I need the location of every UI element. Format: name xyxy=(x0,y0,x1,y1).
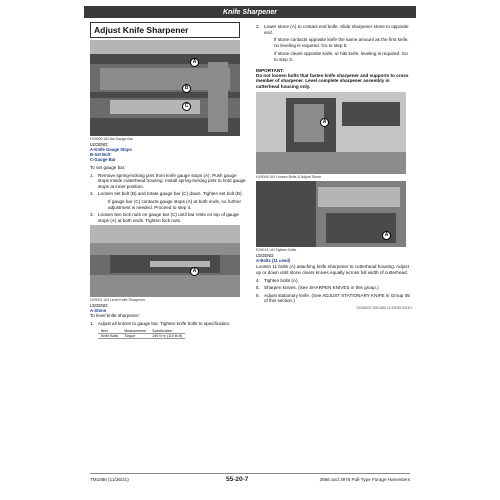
spec-cell: Torque xyxy=(121,333,149,338)
loosen-bolts-photo xyxy=(256,92,406,174)
intro-text: To set gauge bar: xyxy=(90,165,126,170)
spec-cell: 149 N·m (110 lb-ft) xyxy=(149,333,185,338)
callout-b: B xyxy=(182,84,191,93)
spec-header: Specification xyxy=(149,329,185,334)
section-title: Knife Sharpener xyxy=(222,8,278,16)
manual-page xyxy=(84,6,416,494)
callout-a: A xyxy=(190,267,199,276)
legend-title: LEGEND: xyxy=(90,303,109,309)
step3-text: Loosen 11 bolts (A) attaching knife sharpener to cutterhead housing. Adjust up or down until stone clears knives equally across full width of cutterhead. xyxy=(256,264,409,275)
callout-a: A xyxy=(320,118,329,127)
step: 6. Adjust stationary knife. (See ADJUST STATIONARY KNIFE in Group 05 of this section.) xyxy=(256,292,410,304)
important-heading: IMPORTANT: xyxy=(256,67,284,73)
note-text: If stone clears opposite knife, or hits knife, leveling is required. Go to step 3. xyxy=(274,51,408,62)
callout-a: A xyxy=(382,231,391,240)
important-block xyxy=(256,68,412,90)
legend-item: A-Stone xyxy=(90,308,107,314)
step: 3. Loosen two lock nuts on gauge bar (C) until bar rests on top of gauge stops (A) at both ends. Tighten lock nuts. xyxy=(90,212,239,223)
document-id: OUO6037.0001480 19-22DEC19/1/1 xyxy=(356,305,412,310)
page-title: Adjust Knife Sharpener xyxy=(90,22,240,38)
gauge-bar-photo xyxy=(90,40,240,136)
page-footer xyxy=(90,476,410,486)
important-text: Do not loosen bolts that fasten knife sharpener and supports to cross member of sharpener. Level complete sharpener assembly in cutterhead housing only. xyxy=(256,72,409,89)
left-column xyxy=(90,22,248,482)
legend-item: C-Gauge Bar xyxy=(90,157,116,162)
note-text: If stone contacts opposite knife the same amount as the first knife, no leveling is required. Go to step 5. xyxy=(274,37,409,48)
callout-a: A xyxy=(190,58,199,67)
figure-caption: H29006 UN Loosen Bolts & Adjust Stone xyxy=(256,175,322,180)
step: 2. Loosen set bolt (B) and rotate gauge bar (C) down. Tighten set bolt (B). xyxy=(90,191,243,197)
legend-item: A-Knife Gauge Stops xyxy=(90,147,132,152)
tighten-bolts-photo xyxy=(256,181,406,247)
footer-manual-id: TM1086 (11/26/21) xyxy=(90,477,129,482)
spec-table xyxy=(98,329,185,340)
note-text: If gauge bar (C) contacts gauge stops (A) at both ends, no further adjustment is needed. Proceed to step 4. xyxy=(108,198,242,210)
legend-item: A-Bolts (11 used) xyxy=(256,258,291,264)
legend-title: LEGEND: xyxy=(256,253,275,259)
figure-caption: H29001 UN Level Knife Sharpener xyxy=(90,298,146,303)
step: 5. Sharpen knives. (See SHARPEN KNIVES in this group.) xyxy=(256,285,379,291)
figure-caption: E29014 UN Tighten Bolts xyxy=(256,248,297,253)
footer-divider xyxy=(90,473,410,474)
footer-product: 3956 and 3975 Pull-Type Forage Harvesters xyxy=(319,477,410,482)
callout-c: C xyxy=(182,102,191,111)
level-sharpener-photo xyxy=(90,225,240,297)
step: 1. Adjust all knives to gauge bar. Tighten knife bolts to specification. xyxy=(90,320,231,326)
figure-caption: H29000 UN 8al Gauge Bar xyxy=(90,137,133,141)
legend-item: B-Set Bolt xyxy=(90,152,111,157)
spec-cell: Knife Bolts xyxy=(98,333,121,338)
legend-title: LEGEND: xyxy=(90,142,109,147)
step: 4. Tighten bolts (A). xyxy=(256,277,299,283)
spec-header: Measurement xyxy=(121,329,149,334)
section-header xyxy=(84,6,416,18)
step: 1. Remove spring-locking pins from knife gauge stops (A). Push gauge stops inside cutterhead housing. Install spring-locking pins to hold gauge stops at inner position. xyxy=(90,172,246,189)
step: 2. Lower stone (A) to contact end knife. Slide sharpener stone to opposite end. xyxy=(256,24,409,35)
spec-header: Item xyxy=(98,329,121,334)
right-column xyxy=(256,22,412,482)
page-number: 55-20-7 xyxy=(226,476,249,483)
level-intro-text: To level knife sharpener: xyxy=(90,313,140,319)
